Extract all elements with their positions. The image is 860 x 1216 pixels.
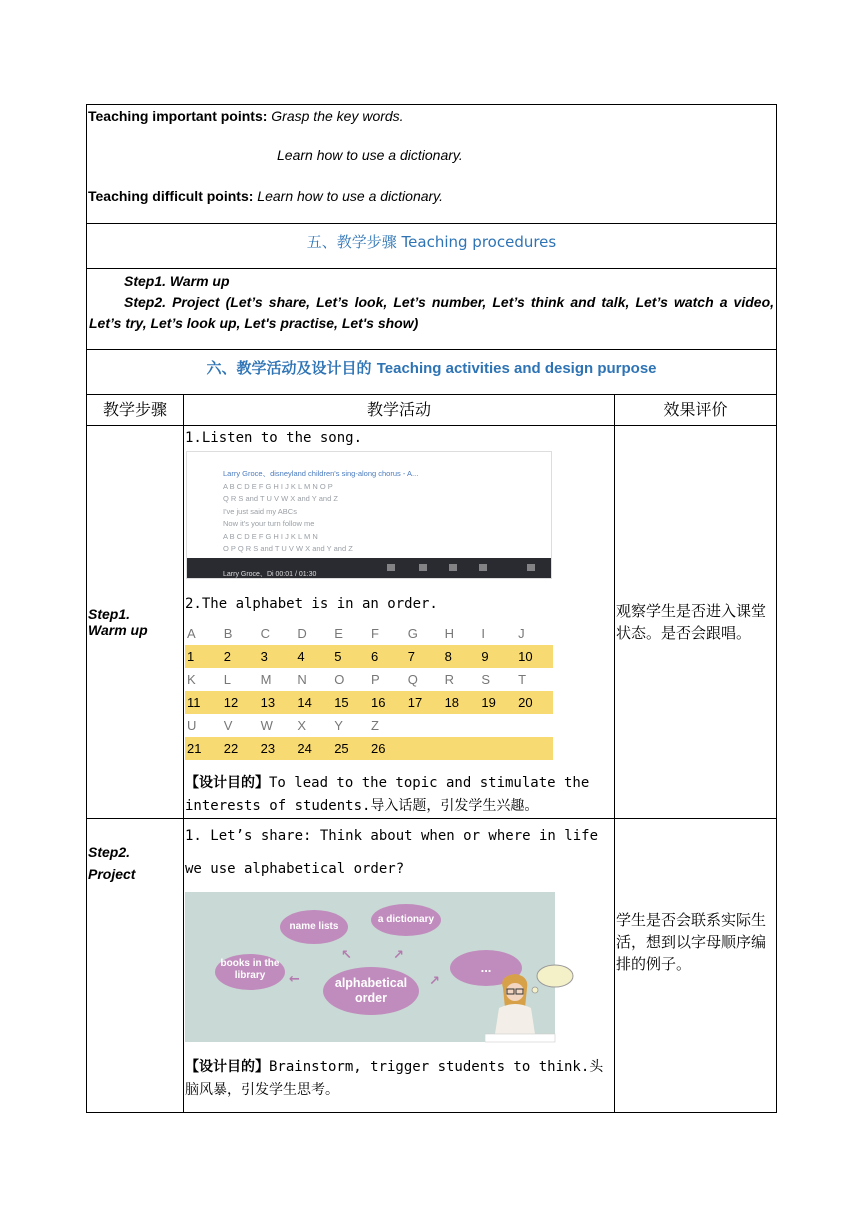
arrow-icon: ↗ <box>429 974 440 989</box>
alphabet-cell <box>443 714 480 737</box>
activity-cell <box>184 819 615 1113</box>
alphabet-cell: 23 <box>259 737 296 760</box>
lyric-line: A B C D E F G H I J K L M N <box>223 531 318 541</box>
important-points-value-1: Grasp the key words. <box>271 108 404 124</box>
procedure-step1: Step1. Warm up <box>124 273 230 289</box>
section6-title <box>87 350 777 395</box>
alphabet-cell: 6 <box>369 645 406 668</box>
playlist-icon[interactable] <box>527 564 535 571</box>
alphabet-cell: 24 <box>295 737 332 760</box>
alphabet-letter-row <box>185 714 553 737</box>
alphabet-letter-row <box>185 668 553 691</box>
alphabet-cell: R <box>443 668 480 691</box>
evaluation-cell <box>615 426 777 819</box>
alphabet-cell <box>443 737 480 760</box>
alphabet-letter-row <box>185 622 553 645</box>
arrow-icon: ↖ <box>341 948 352 963</box>
alphabet-cell: O <box>332 668 369 691</box>
alphabet-cell: 20 <box>516 691 553 714</box>
alphabet-cell: 1 <box>185 645 222 668</box>
activity-share: 1. Let’s share: Think about when or where in life we use alphabetical order? <box>185 828 599 877</box>
section6-header-row <box>87 350 777 395</box>
alphabet-cell: G <box>406 622 443 645</box>
alphabet-cell: 13 <box>259 691 296 714</box>
alphabet-cell <box>479 714 516 737</box>
evaluation-text: 观察学生是否进入课堂状态。是否会跟唱。 <box>616 602 767 642</box>
table-row <box>87 819 777 1113</box>
alphabet-cell: I <box>479 622 516 645</box>
alphabet-cell: D <box>295 622 332 645</box>
alphabet-cell: 4 <box>295 645 332 668</box>
activity-alphabet: 2.The alphabet is in an order. <box>185 596 438 612</box>
player-text: Larry Groce、Di 00:01 / 01:30 <box>223 571 317 578</box>
activity-cell <box>184 426 615 819</box>
purpose-label: 【设计目的】 <box>185 1059 269 1075</box>
section6-title-en: Teaching activities and design purpose <box>376 360 657 377</box>
alphabet-cell: 19 <box>479 691 516 714</box>
alphabet-number-row <box>185 645 553 668</box>
activity-listen: 1.Listen to the song. <box>185 430 363 446</box>
section6-title-cn: 六、教学活动及设计目的 <box>206 359 377 377</box>
purpose-text: Brainstorm, trigger students to think.头脑风暴，引发学生思考。 <box>185 1059 604 1098</box>
important-points-label: Teaching important points: <box>88 108 268 124</box>
alphabet-cell: S <box>479 668 516 691</box>
download-icon[interactable] <box>449 564 457 571</box>
important-points-value-2: Learn how to use a dictionary. <box>277 147 463 163</box>
step-cell <box>87 426 184 819</box>
procedure-step2: Step2. Project (Let’s share, Let’s look, Let’s number, Let’s think and talk, Let’s watch a video, Let’s try, Let’s look up, Let's practise, Let's show) <box>89 294 775 331</box>
lesson-plan-page <box>86 104 776 1113</box>
alphabet-cell: B <box>222 622 259 645</box>
lesson-plan-table <box>86 104 777 1113</box>
step-line2: Project <box>88 866 136 882</box>
arrow-icon: ← <box>289 972 300 987</box>
alphabet-cell: 7 <box>406 645 443 668</box>
player-bar <box>187 558 551 578</box>
alphabet-cell <box>516 737 553 760</box>
lyrics <box>223 468 418 556</box>
lyric-line: A B C D E F G H I J K L M N O P <box>223 481 333 491</box>
lyric-line: Now it's your turn follow me <box>223 519 315 528</box>
section5-title-text: 五、教学步骤 Teaching procedures <box>306 233 557 251</box>
thinking-girl-icon <box>485 958 583 1044</box>
diagram-center-oval: alphabetical order <box>323 967 419 1015</box>
volume-icon[interactable] <box>387 564 395 571</box>
loop-icon[interactable] <box>419 564 427 571</box>
alphabet-grid <box>185 622 553 760</box>
column-header-row <box>87 395 777 426</box>
evaluation-text: 学生是否会联系实际生活，想到以字母顺序编排的例子。 <box>616 911 767 973</box>
step-cell <box>87 819 184 1113</box>
alphabet-cell: Q <box>406 668 443 691</box>
section5-title <box>87 224 777 269</box>
alphabet-cell <box>406 737 443 760</box>
alphabet-cell: T <box>516 668 553 691</box>
alphabet-cell: X <box>295 714 332 737</box>
diagram-oval-books: books in the library <box>215 954 285 990</box>
alphabet-cell: 14 <box>295 691 332 714</box>
diagram-oval-name-lists: name lists <box>280 910 348 944</box>
alphabet-cell: 17 <box>406 691 443 714</box>
alphabet-cell: 8 <box>443 645 480 668</box>
difficult-points-label: Teaching difficult points: <box>88 188 254 204</box>
alphabet-cell: M <box>259 668 296 691</box>
teaching-points-row <box>87 105 777 224</box>
alphabet-cell <box>479 737 516 760</box>
alphabet-cell: 9 <box>479 645 516 668</box>
alphabet-cell: Z <box>369 714 406 737</box>
step-line2: Warm up <box>88 622 148 638</box>
alphabet-cell: 10 <box>516 645 553 668</box>
step-line1: Step1. <box>88 606 131 622</box>
alphabet-cell: 5 <box>332 645 369 668</box>
alphabet-cell: 22 <box>222 737 259 760</box>
alphabet-cell: 3 <box>259 645 296 668</box>
alphabet-cell: F <box>369 622 406 645</box>
song-video[interactable] <box>186 451 552 579</box>
purpose-text: To lead to the topic and stimulate the interests of students.导入话题，引发学生兴趣。 <box>185 775 590 814</box>
alphabet-cell: 16 <box>369 691 406 714</box>
alphabet-cell <box>516 714 553 737</box>
alphabet-cell: 18 <box>443 691 480 714</box>
alphabet-cell: N <box>295 668 332 691</box>
alphabet-cell: 15 <box>332 691 369 714</box>
alphabet-cell: 12 <box>222 691 259 714</box>
alphabet-cell: H <box>443 622 480 645</box>
alphabet-cell: 26 <box>369 737 406 760</box>
evaluation-cell <box>615 819 777 1113</box>
diagram-oval-dictionary: a dictionary <box>371 904 441 936</box>
step-line1: Step2. <box>88 844 131 860</box>
lyric-line: Larry Groce、disneyland children's sing-along chorus - A... <box>223 469 419 478</box>
alphabet-cell <box>406 714 443 737</box>
alphabet-cell: J <box>516 622 553 645</box>
design-purpose-2 <box>185 1056 614 1102</box>
alphabetical-order-diagram <box>185 892 555 1042</box>
arrow-icon: ↗ <box>393 948 404 963</box>
alphabet-cell: 21 <box>185 737 222 760</box>
design-purpose-1 <box>185 772 614 818</box>
alphabet-cell: L <box>222 668 259 691</box>
alphabet-cell: 25 <box>332 737 369 760</box>
alphabet-cell: A <box>185 622 222 645</box>
share-icon[interactable] <box>479 564 487 571</box>
alphabet-number-row <box>185 691 553 714</box>
column-header-step: 教学步骤 <box>87 395 184 426</box>
alphabet-cell: 11 <box>185 691 222 714</box>
alphabet-cell: V <box>222 714 259 737</box>
purpose-label: 【设计目的】 <box>185 775 269 791</box>
alphabet-cell: E <box>332 622 369 645</box>
alphabet-cell: Y <box>332 714 369 737</box>
alphabet-cell: P <box>369 668 406 691</box>
procedures-cell <box>87 269 777 350</box>
alphabet-cell: W <box>259 714 296 737</box>
section5-header-row <box>87 224 777 269</box>
alphabet-number-row <box>185 737 553 760</box>
alphabet-cell: C <box>259 622 296 645</box>
lyric-line: I've just said my ABCs <box>223 506 297 516</box>
teaching-points-cell <box>87 105 777 224</box>
difficult-points-value: Learn how to use a dictionary. <box>257 188 444 204</box>
column-header-evaluation: 效果评价 <box>615 395 777 426</box>
alphabet-cell: U <box>185 714 222 737</box>
alphabet-cell: 2 <box>222 645 259 668</box>
column-header-activity: 教学活动 <box>184 395 615 426</box>
lyric-line: O P Q R S and T U V W X and Y and Z <box>223 544 353 553</box>
alphabet-cell: K <box>185 668 222 691</box>
procedures-row <box>87 269 777 350</box>
diagram-oval-more: ... <box>450 950 522 986</box>
table-row <box>87 426 777 819</box>
lyric-line: Q R S and T U V W X and Y and Z <box>223 494 338 503</box>
